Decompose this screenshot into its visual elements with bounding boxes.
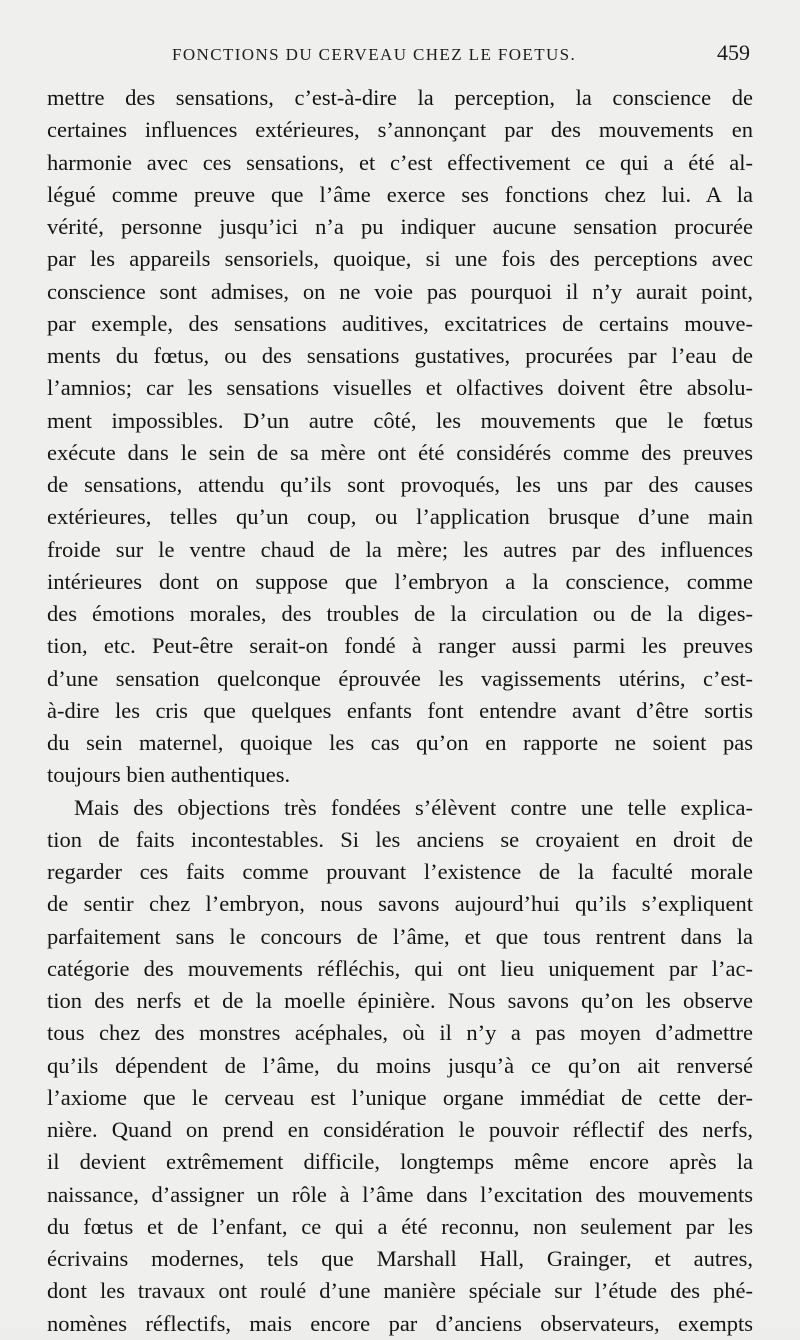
text-line: nière. Quand on prend en considération le pouvoir réflectif des nerfs, [47, 1117, 753, 1142]
text-line: du fœtus et de l’enfant, ce qui a été reconnu, non seulement par les [47, 1213, 753, 1239]
text-line: intérieures dont on suppose que l’embryon a la conscience, comme [47, 568, 753, 594]
text-line: nomènes réflectifs, mais encore par d’anciens observateurs, exempts [47, 1310, 753, 1336]
text-line: tion des nerfs et de la moelle épinière. Nous savons qu’on les observe [47, 988, 753, 1013]
text-line: regarder ces faits comme prouvant l’existence de la faculté morale [47, 859, 753, 884]
text-line: naissance, d’assigner un rôle à l’âme dans l’excitation des mouvements [47, 1181, 753, 1207]
text-line: tous chez des monstres acéphales, où il n’y a pas moyen d’admettre [47, 1020, 753, 1046]
text-line: parfaitement sans le concours de l’âme, et que tous rentrent dans la [47, 923, 753, 949]
text-line: l’axiome que le cerveau est l’unique organe immédiat de cette der- [47, 1084, 753, 1110]
text-line: vérité, personne jusqu’ici n’a pu indiquer aucune sensation procurée [47, 214, 753, 239]
text-line: écrivains modernes, tels que Marshall Hall, Grainger, et autres, [47, 1246, 753, 1271]
text-line: mettre des sensations, c’est-à-dire la perception, la conscience de [47, 85, 753, 110]
text-line: ment impossibles. D’un autre côté, les mouvements que le fœtus [47, 407, 753, 433]
paragraph-end-line: toujours bien authentiques. [47, 762, 291, 788]
text-line: ments du fœtus, ou des sensations gustatives, procurées par l’eau de [47, 343, 753, 368]
text-line: de sensations, attendu qu’ils sont provoqués, les uns par des causes [47, 472, 753, 497]
body-text [47, 82, 753, 1340]
text-line: par exemple, des sensations auditives, excitatrices de certains mouve- [47, 310, 753, 336]
text-line: tion de faits incontestables. Si les anciens se croyaient en droit de [47, 826, 753, 852]
text-line: harmonie avec ces sensations, et c’est effectivement ce qui a été al- [47, 149, 753, 175]
text-line: extérieures, telles qu’un coup, ou l’application brusque d’une main [47, 504, 753, 530]
running-head: FONCTIONS DU CERVEAU CHEZ LE FOETUS. [172, 45, 577, 64]
text-line: à-dire les cris que quelques enfants font entendre avant d’être sortis [47, 697, 753, 723]
page-number: 459 [717, 40, 750, 65]
text-line: d’une sensation quelconque éprouvée les vagissements utérins, c’est- [47, 665, 753, 691]
text-line: conscience sont admises, on ne voie pas pourquoi il n’y aurait point, [47, 278, 753, 304]
page-header [52, 40, 750, 76]
text-line: tion, etc. Peut-être serait-on fondé à ranger aussi parmi les preuves [47, 633, 753, 659]
text-line: de sentir chez l’embryon, nous savons aujourd’hui qu’ils s’expliquent [47, 891, 753, 917]
paragraph-start-line: Mais des objections très fondées s’élèvent contre une telle explica- [74, 794, 753, 820]
text-line: par les appareils sensoriels, quoique, si une fois des perceptions avec [47, 246, 753, 272]
text-line: l’amnios; car les sensations visuelles et olfactives doivent être absolu- [47, 375, 753, 401]
text-line: exécute dans le sein de sa mère ont été considérés comme des preuves [47, 439, 753, 465]
text-line: du sein maternel, quoique les cas qu’on en rapporte ne soient pas [47, 730, 753, 755]
text-line: qu’ils dépendent de l’âme, du moins jusqu’à ce qu’on ait renversé [47, 1052, 753, 1078]
text-line: catégorie des mouvements réfléchis, qui ont lieu uniquement par l’ac- [47, 955, 753, 981]
text-line: dont les travaux ont roulé d’une manière spéciale sur l’étude des phé- [47, 1278, 753, 1304]
text-line: certaines influences extérieures, s’annonçant par des mouvements en [47, 117, 753, 143]
text-line: il devient extrêmement difficile, longtemps même encore après la [47, 1149, 753, 1175]
text-line: des émotions morales, des troubles de la circulation ou de la diges- [47, 601, 753, 626]
text-line: froide sur le ventre chaud de la mère; les autres par des influences [47, 536, 753, 562]
text-line: légué comme preuve que l’âme exerce ses fonctions chez lui. A la [47, 181, 753, 207]
